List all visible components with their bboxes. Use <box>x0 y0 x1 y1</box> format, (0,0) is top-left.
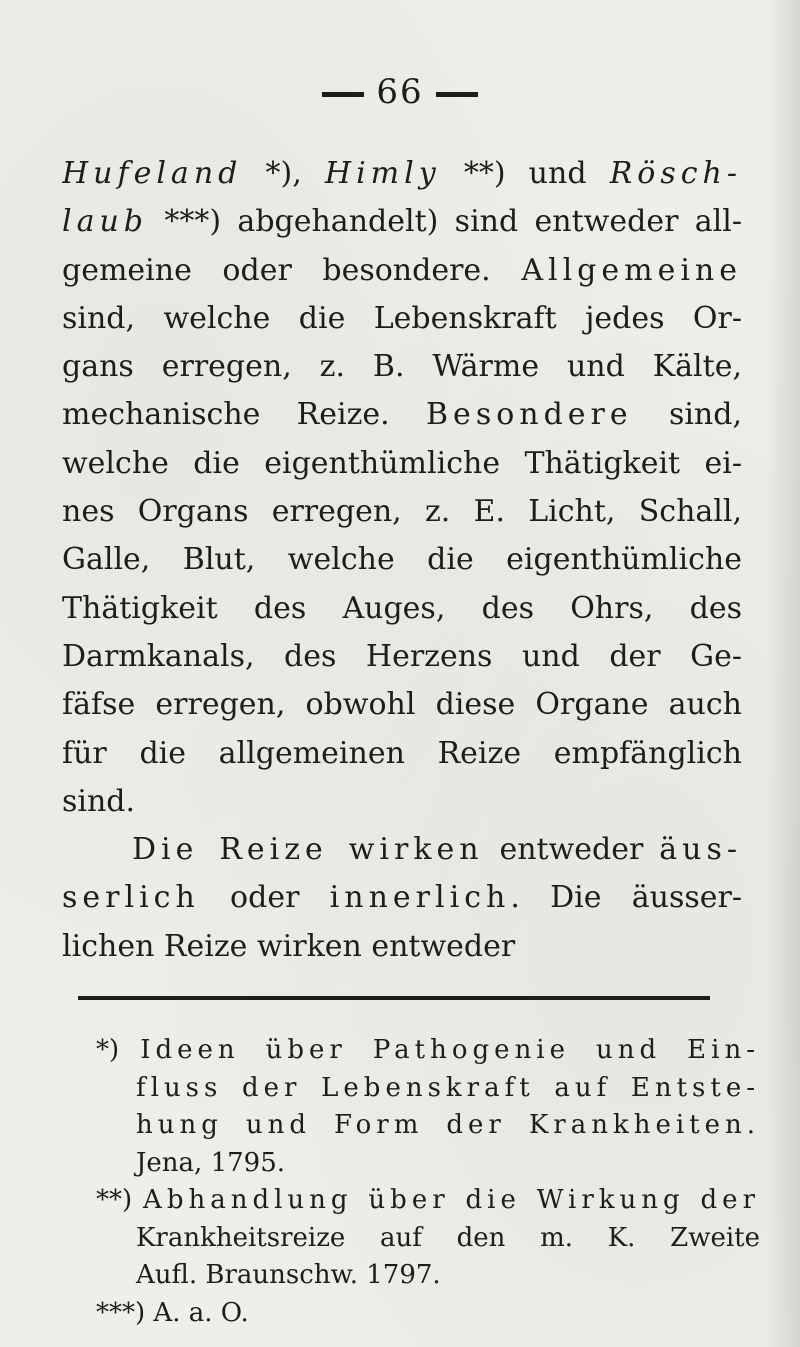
footnote-2-line-1 <box>96 1182 760 1220</box>
text-line-15 <box>62 826 742 874</box>
footnote-2-marker: **) <box>96 1185 133 1215</box>
footnote-1-text-2: fluss der Lebenskraft auf Entste- <box>136 1072 760 1103</box>
footnote-2-text-1: Abhandlung über die Wirkung der <box>143 1185 760 1215</box>
footnotes <box>96 1032 760 1332</box>
text-line-15-mid: entweder <box>483 832 660 868</box>
text-line-3-start: gemeine oder besondere. <box>62 252 522 288</box>
text-line-1 <box>62 150 742 198</box>
footnote-2-text-2: Krankheitsreize auf den m. K. Zweite <box>136 1222 760 1253</box>
text-line-5: gans erregen, z. B. Wärme und Kälte, <box>62 349 742 385</box>
author-himly: Himly <box>324 156 441 191</box>
text-line-2-rest: ***) abgehandelt) sind entweder all- <box>148 204 742 240</box>
footnote-1-line-3 <box>96 1107 760 1145</box>
footnote-3-text-1: A. a. O. <box>153 1297 249 1328</box>
footnote-1-line-2 <box>96 1070 760 1108</box>
body-text <box>62 150 742 971</box>
text-line-2 <box>62 198 742 246</box>
text-line-6 <box>62 391 742 439</box>
term-innerlich: innerlich <box>329 880 511 916</box>
page-number-dash-left <box>322 92 364 97</box>
text-line-14: sind. <box>62 783 136 819</box>
text-line-16-end: . Die äusser- <box>510 880 742 916</box>
text-line-8: nes Organs erregen, z. E. Licht, Schall, <box>62 494 742 530</box>
text-line-6-end: sind, <box>632 397 742 433</box>
term-die-reize-wirken: Die Reize wirken <box>132 832 484 868</box>
text-line-6-start: mechanische Reize. <box>62 397 427 433</box>
footnote-1-text-3: hung und Form der Krankheiten. <box>136 1110 760 1140</box>
footnote-1-line-4: Jena, 1795. <box>136 1147 286 1178</box>
text-line-7: welche die eigenthümliche Thätigkeit ei- <box>62 445 742 481</box>
term-aeusserlich-part1: äus- <box>659 832 742 868</box>
text-line-12: fäfse erregen, obwohl diese Organe auch <box>62 687 742 723</box>
footnote-ref-2: **) und <box>440 156 610 191</box>
author-roeschlaub-part1: Rösch- <box>609 156 742 191</box>
term-besondere: Besondere <box>426 397 633 433</box>
footnote-2-line-2 <box>96 1220 760 1258</box>
author-hufeland: Hufeland <box>62 156 243 191</box>
footnote-3-marker: ***) <box>96 1297 146 1328</box>
footnote-1-line-1 <box>96 1032 760 1070</box>
term-aeusserlich-part2: serlich <box>62 880 200 916</box>
footnote-ref-1: *), <box>242 156 325 191</box>
text-line-16-oder: oder <box>199 880 330 916</box>
text-line-9: Galle, Blut, welche die eigenthümliche <box>62 542 742 578</box>
page-edge-shadow <box>766 0 800 1347</box>
page-number-value: 66 <box>376 72 424 112</box>
footnote-1-text-1: Ideen über Pathogenie und Ein- <box>140 1035 760 1065</box>
footnote-1-marker: *) <box>96 1035 120 1065</box>
term-allgemeine: Allgemeine <box>521 252 742 288</box>
text-line-10: Thätigkeit des Auges, des Ohrs, des <box>62 590 742 626</box>
text-line-17: lichen Reize wirken entweder <box>62 928 516 964</box>
footnote-3-line-1 <box>96 1295 760 1333</box>
text-line-3 <box>62 247 742 295</box>
page-number-dash-right <box>436 92 478 97</box>
page-number <box>0 72 800 112</box>
text-line-16 <box>62 874 742 922</box>
text-line-11: Darmkanals, des Herzens und der Ge- <box>62 638 742 674</box>
footnote-2-line-3: Aufl. Braunschw. 1797. <box>136 1260 441 1290</box>
text-line-13: für die allgemeinen Reize empfänglich <box>62 735 742 771</box>
text-line-4: sind, welche die Lebenskraft jedes Or- <box>62 300 742 336</box>
footnote-separator-rule <box>78 996 710 1000</box>
author-roeschlaub-part2: laub <box>62 204 149 240</box>
